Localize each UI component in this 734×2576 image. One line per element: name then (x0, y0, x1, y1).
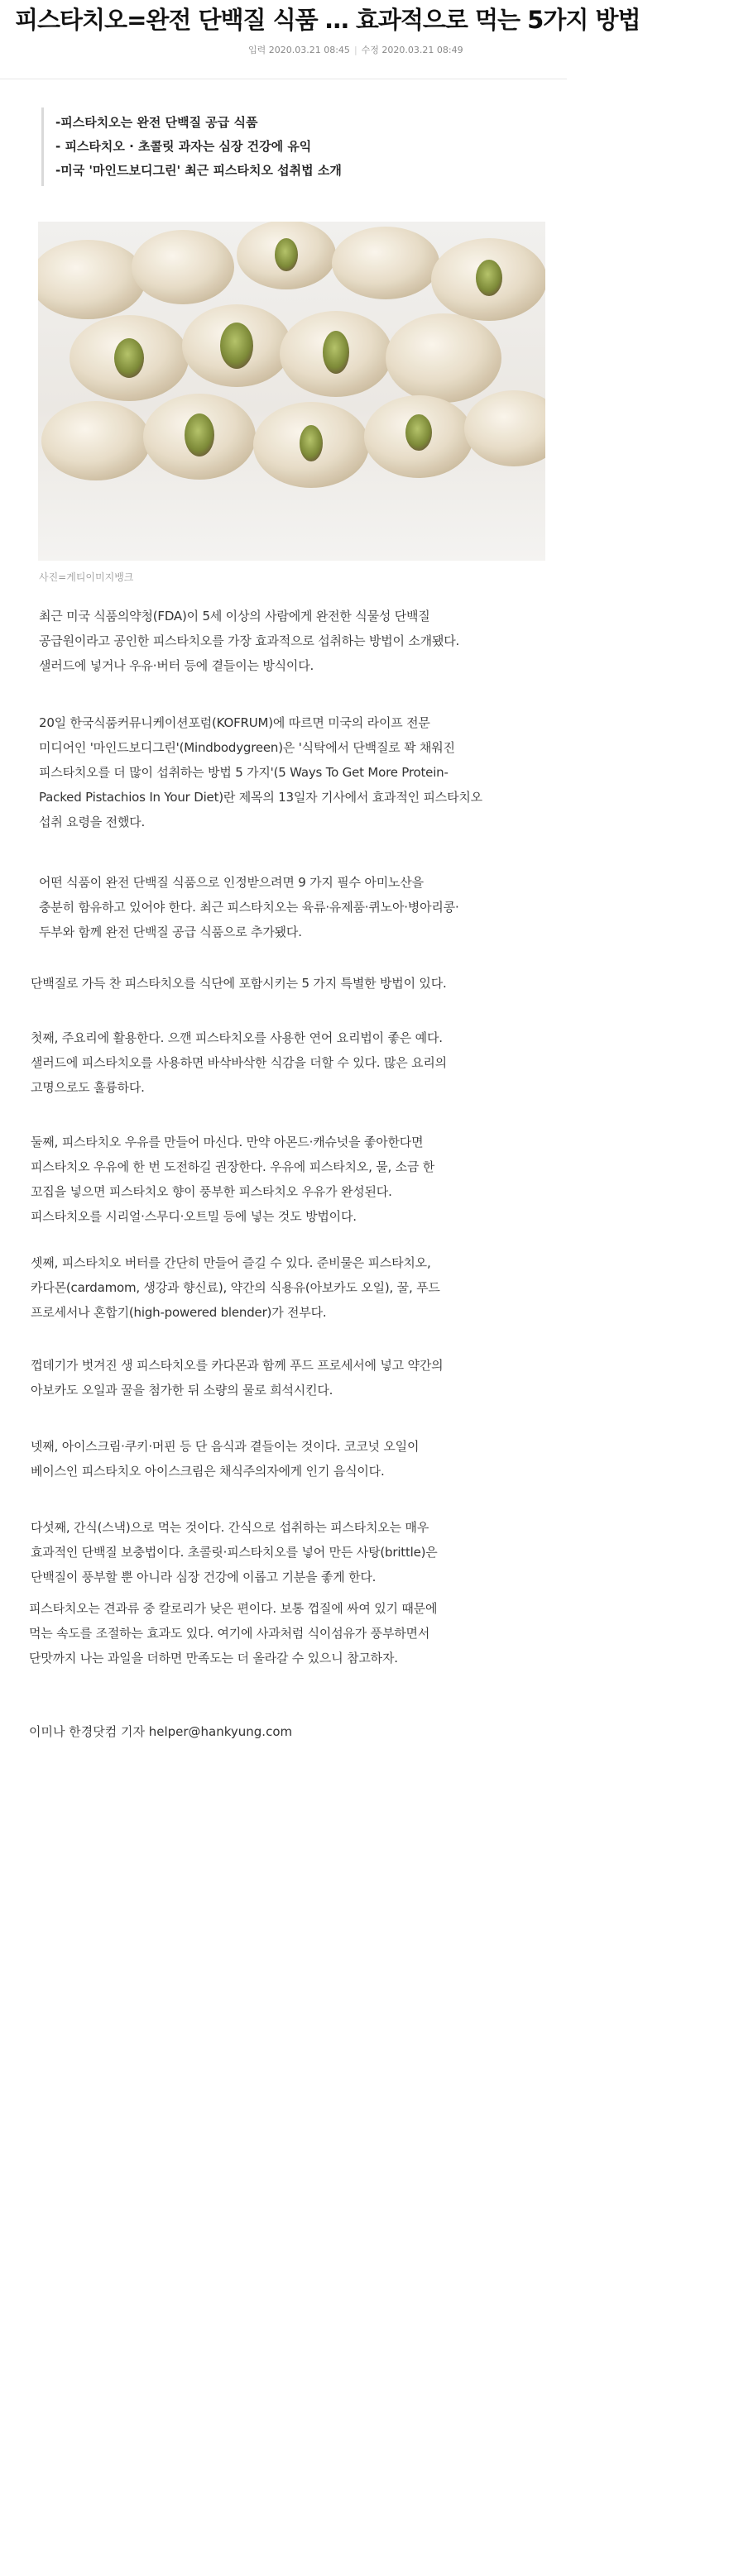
paragraph-line: 둘째, 피스타치오 우유를 만들어 마신다. 만약 아몬드·캐슈넛을 좋아한다면 (31, 1135, 424, 1149)
pistachio-photo (38, 222, 545, 561)
paragraph-line: 베이스인 피스타치오 아이스크림은 채식주의자에게 인기 음식이다. (31, 1464, 385, 1479)
paragraph-line: 첫째, 주요리에 활용한다. 으깬 피스타치오를 사용한 연어 요리법이 좋은 예다. (31, 1030, 443, 1045)
paragraph-line: 샐러드에 넣거나 우유·버터 등에 곁들이는 방식이다. (39, 658, 314, 673)
photo-caption: 사진=게티이미지뱅크 (39, 571, 134, 583)
paragraph-line: 넷째, 아이스크림·쿠키·머핀 등 단 음식과 곁들이는 것이다. 코코넛 오일이 (31, 1439, 420, 1454)
paragraph-line: 미디어인 '마인드보디그린'(Mindbodygreen)은 '식탁에서 단백질로 꽉 채워진 (39, 740, 455, 755)
paragraph-line: Packed Pistachios In Your Diet)란 제목의 13일자 기사에서 효과적인 피스타치오 (39, 790, 482, 805)
paragraph-line: 피스타치오를 시리얼·스무디·오트밀 등에 넣는 것도 방법이다. (31, 1209, 357, 1224)
paragraph-line: 껍데기가 벗겨진 생 피스타치오를 카다몬과 함께 푸드 프로세서에 넣고 약간의 (31, 1358, 444, 1373)
date-modified: 수정 2020.03.21 08:49 (361, 45, 463, 55)
article-paragraph (39, 870, 568, 944)
article-paragraph (31, 1025, 560, 1100)
article-header (0, 0, 734, 79)
summary-line: -피스타치오는 완전 단백질 공급 식품 (55, 115, 258, 130)
paragraph-line: 20일 한국식품커뮤니케이션포럼(KOFRUM)에 따르면 미국의 라이프 전문 (39, 715, 430, 730)
article-dates (248, 43, 463, 56)
article-paragraph (31, 1250, 560, 1325)
article-byline: 이미나 한경닷컴 기자 helper@hankyung.com (29, 1724, 293, 1739)
paragraph-line: 다섯째, 간식(스낵)으로 먹는 것이다. 간식으로 섭취하는 피스타치오는 매우 (31, 1520, 429, 1535)
article-paragraph (29, 1596, 559, 1670)
paragraph-line: 프로세서나 혼합기(high-powered blender)가 전부다. (31, 1305, 327, 1320)
paragraph-line: 피스타치오는 견과류 중 칼로리가 낮은 편이다. 보통 껍질에 싸여 있기 때문에 (29, 1601, 438, 1616)
article-paragraph (31, 971, 560, 996)
paragraph-line: 단백질로 가득 찬 피스타치오를 식단에 포함시키는 5 가지 특별한 방법이 있다. (31, 976, 447, 991)
paragraph-line: 카다몬(cardamom, 생강과 향신료), 약간의 식용유(아보카도 오일), 꿀, 푸드 (31, 1280, 440, 1295)
paragraph-line: 단맛까지 나는 과일을 더하면 만족도는 더 올라갈 수 있으니 참고하자. (29, 1651, 398, 1666)
paragraph-line: 피스타치오 우유에 한 번 도전하길 권장한다. 우유에 피스타치오, 물, 소금 한 (31, 1159, 435, 1174)
article-summary (41, 108, 519, 186)
paragraph-line: 두부와 함께 완전 단백질 공급 식품으로 추가됐다. (39, 925, 302, 939)
article-paragraph (39, 604, 568, 678)
article-paragraph (31, 1515, 560, 1589)
paragraph-line: 꼬집을 넣으면 피스타치오 향이 풍부한 피스타치오 우유가 완성된다. (31, 1184, 392, 1199)
summary-line: -미국 '마인드보디그린' 최근 피스타치오 섭취법 소개 (55, 163, 342, 178)
paragraph-line: 고명으로도 훌륭하다. (31, 1080, 145, 1095)
paragraph-line: 효과적인 단백질 보충법이다. 초콜릿·피스타치오를 넣어 만든 사탕(brittle)은 (31, 1545, 438, 1560)
date-input: 입력 2020.03.21 08:45 (248, 45, 350, 55)
paragraph-line: 단백질이 풍부할 뿐 아니라 심장 건강에 이롭고 기분을 좋게 한다. (31, 1570, 377, 1584)
article-paragraph (31, 1434, 560, 1484)
article-paragraph (31, 1353, 560, 1403)
article-paragraph (31, 1130, 560, 1229)
paragraph-line: 셋째, 피스타치오 버터를 간단히 만들어 즐길 수 있다. 준비물은 피스타치오, (31, 1255, 431, 1270)
paragraph-line: 아보카도 오일과 꿀을 첨가한 뒤 소량의 물로 희석시킨다. (31, 1383, 333, 1398)
paragraph-line: 피스타치오를 더 많이 섭취하는 방법 5 가지'(5 Ways To Get More Protein- (39, 765, 449, 780)
paragraph-line: 섭취 요령을 전했다. (39, 815, 146, 829)
paragraph-line: 어떤 식품이 완전 단백질 식품으로 인정받으려면 9 가지 필수 아미노산을 (39, 875, 424, 890)
date-separator: | (353, 45, 357, 55)
paragraph-line: 충분히 함유하고 있어야 한다. 최근 피스타치오는 육류·유제품·퀴노아·병아리콩· (39, 900, 459, 915)
summary-line: - 피스타치오 · 초콜릿 과자는 심장 건강에 유익 (55, 139, 312, 154)
article-paragraph (39, 710, 568, 834)
paragraph-line: 최근 미국 식품의약청(FDA)이 5세 이상의 사람에게 완전한 식물성 단백질 (39, 609, 430, 624)
paragraph-line: 먹는 속도를 조절하는 효과도 있다. 여기에 사과처럼 식이섬유가 풍부하면서 (29, 1626, 430, 1641)
pistachio-illustration (38, 222, 545, 561)
page-title: 피스타치오=완전 단백질 식품 … 효과적으로 먹는 5가지 방법 (15, 6, 640, 34)
paragraph-line: 샐러드에 피스타치오를 사용하면 바삭바삭한 식감을 더할 수 있다. 많은 요리의 (31, 1055, 447, 1070)
paragraph-line: 공급원이라고 공인한 피스타치오를 가장 효과적으로 섭취하는 방법이 소개됐다. (39, 633, 460, 648)
